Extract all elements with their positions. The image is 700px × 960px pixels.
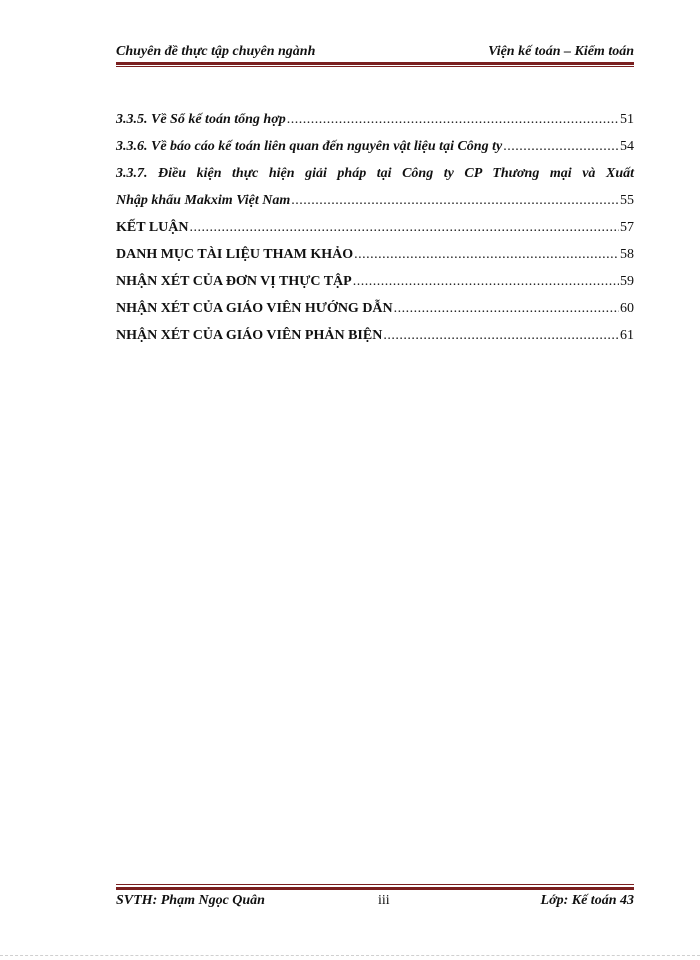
toc-entry-title: NHẬN XÉT CỦA ĐƠN VỊ THỰC TẬP (116, 274, 352, 289)
toc-entry[interactable] (116, 112, 634, 139)
toc-leader (354, 247, 619, 263)
table-of-contents (116, 112, 634, 355)
toc-entry-page: 61 (620, 328, 634, 343)
toc-leader (503, 139, 619, 155)
toc-entry[interactable] (116, 139, 634, 166)
footer-student-name: SVTH: Phạm Ngọc Quân (116, 893, 265, 908)
footer-rule-thick (116, 887, 634, 890)
toc-entry[interactable] (116, 193, 634, 220)
toc-entry-page: 51 (620, 112, 634, 127)
toc-entry[interactable] (116, 247, 634, 274)
toc-entry-title: 3.3.5. Về Sổ kế toán tổng hợp (116, 112, 286, 127)
page-header (116, 40, 634, 60)
toc-entry[interactable] (116, 274, 634, 301)
toc-entry-title: KẾT LUẬN (116, 220, 189, 235)
toc-entry-page: 58 (620, 247, 634, 262)
toc-leader (287, 112, 619, 128)
toc-entry-page: 59 (620, 274, 634, 289)
toc-leader (394, 301, 619, 317)
toc-entry-page: 54 (620, 139, 634, 154)
toc-entry-title-line1[interactable]: 3.3.7. Điều kiện thực hiện giải pháp tại Công ty CP Thương mại và Xuất (116, 166, 634, 181)
header-left-title: Chuyên đề thực tập chuyên ngành (116, 44, 316, 59)
footer-rule-thin (116, 884, 634, 885)
footer-class-name: Lớp: Kế toán 43 (540, 893, 634, 908)
toc-entry[interactable] (116, 328, 634, 355)
toc-entry[interactable] (116, 220, 634, 247)
toc-entry-title: 3.3.6. Về báo cáo kế toán liên quan đến nguyên vật liệu tại Công ty (116, 139, 503, 154)
header-rule-thick (116, 62, 634, 65)
toc-entry-title: Nhập khẩu Makxim Việt Nam (116, 193, 291, 208)
page-edge-divider (0, 955, 700, 956)
toc-entry-title: NHẬN XÉT CỦA GIÁO VIÊN PHẢN BIỆN (116, 328, 383, 343)
toc-entry-page: 57 (620, 220, 634, 235)
toc-leader (291, 193, 619, 209)
toc-entry-title: NHẬN XÉT CỦA GIÁO VIÊN HƯỚNG DẪN (116, 301, 393, 316)
toc-entry-title: DANH MỤC TÀI LIỆU THAM KHẢO (116, 247, 354, 262)
toc-leader (383, 328, 619, 344)
toc-leader (189, 220, 619, 236)
toc-entry[interactable] (116, 301, 634, 328)
header-right-title: Viện kế toán – Kiểm toán (488, 44, 634, 59)
footer-page-number: iii (378, 893, 390, 908)
header-rule-thin (116, 66, 634, 67)
toc-entry-page: 55 (620, 193, 634, 208)
page-footer (116, 893, 634, 913)
toc-leader (353, 274, 619, 290)
toc-entry-page: 60 (620, 301, 634, 316)
